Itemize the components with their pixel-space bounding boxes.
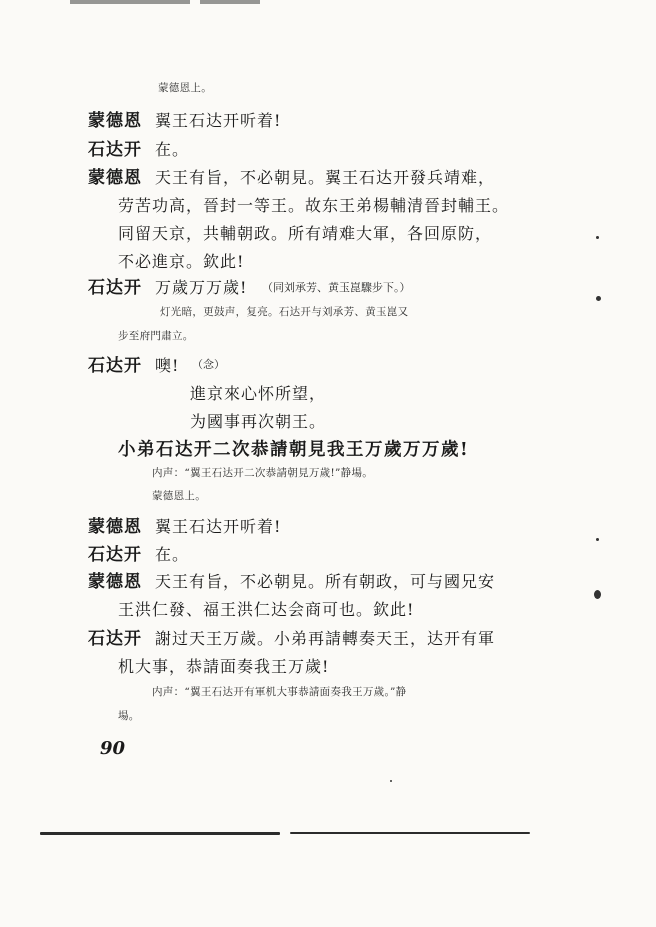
dialogue-line: 在。: [155, 545, 190, 564]
dialogue-line: 不必進京。欽此!: [118, 252, 245, 271]
scan-rule: [290, 832, 530, 834]
stage-direction: 蒙德恩上。: [158, 82, 212, 94]
scan-speck: [596, 538, 599, 541]
dialogue-line: 万歲万万歲!: [155, 278, 248, 297]
dialogue-line: 劳苦功高，晉封一等王。故东王弟楊輔清晉封輔王。: [118, 196, 510, 215]
scan-speck: [390, 780, 392, 782]
scan-artifact: [70, 0, 190, 4]
scan-speck: [596, 296, 601, 301]
speaker-name: 石达开: [88, 278, 142, 298]
speaker-name: 蒙德恩: [88, 517, 142, 537]
dialogue-line: 翼王石达开听着!: [155, 517, 282, 536]
page-number: 90: [100, 738, 126, 759]
scan-speck: [594, 590, 601, 599]
dialogue-line: 謝过天王万歲。小弟再請轉奏天王，达开有軍: [155, 629, 496, 648]
dialogue-line: 在。: [155, 140, 190, 159]
stage-direction: （念）: [192, 358, 225, 371]
stage-direction: 灯光暗，更鼓声，复亮。石达开与刘承芳、黄玉崑又: [160, 306, 409, 318]
stage-direction: 内声：“翼王石达开有軍机大事恭請面奏我王万歲。”静: [152, 686, 407, 698]
dialogue-line: 王洪仁發、福王洪仁达会商可也。欽此!: [118, 600, 415, 619]
dialogue-line: 噢!: [155, 356, 180, 375]
speaker-name: 石达开: [88, 629, 142, 649]
verse-line: 進京來心怀所望，: [190, 384, 327, 403]
dialogue-line: 同留天京，共輔朝政。所有靖难大軍，各回原防，: [118, 224, 493, 243]
stage-direction: 場。: [118, 710, 140, 722]
speaker-name: 石达开: [88, 356, 142, 376]
verse-line: 为國事再次朝王。: [190, 412, 327, 431]
stage-direction: （同刘承芳、黄玉崑驟步下。）: [262, 281, 411, 294]
dialogue-line: 天王有旨，不必朝見。所有朝政，可与國兄安: [155, 572, 496, 591]
speaker-name: 蒙德恩: [88, 572, 142, 592]
stage-direction: 蒙德恩上。: [152, 490, 206, 502]
dialogue-line: 翼王石达开听着!: [155, 111, 282, 130]
stage-direction: 步至府門肅立。: [118, 330, 194, 342]
scan-artifact: [200, 0, 260, 4]
speaker-name: 石达开: [88, 140, 142, 160]
speaker-name: 蒙德恩: [88, 168, 142, 188]
dialogue-line: 小弟石达开二次恭請朝見我王万歲万万歲!: [118, 440, 470, 460]
scan-rule: [40, 832, 280, 835]
dialogue-line: 机大事，恭請面奏我王万歲!: [118, 657, 330, 676]
speaker-name: 石达开: [88, 545, 142, 565]
scan-speck: [596, 236, 599, 239]
stage-direction: 内声：“翼王石达开二次恭請朝見万歲!”静場。: [152, 467, 374, 479]
dialogue-line: 天王有旨，不必朝見。翼王石达开發兵靖难，: [155, 168, 496, 187]
speaker-name: 蒙德恩: [88, 111, 142, 131]
